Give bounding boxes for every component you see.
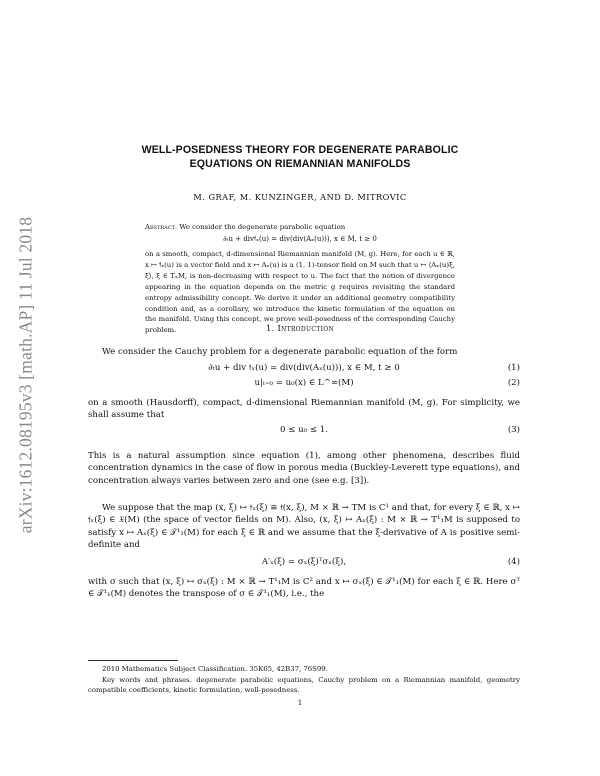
arxiv-id: arXiv:1612.08195v3 [math.AP] 11 Jul 2018 <box>15 216 36 534</box>
authors: M. GRAF, M. KUNZINGER, AND D. MITROVIC <box>193 192 407 202</box>
footnote-rule <box>88 660 178 661</box>
equation-2-number: (2) <box>507 378 520 388</box>
paragraph-5 <box>88 576 520 601</box>
paragraph-3 <box>88 450 520 487</box>
paragraph-2 <box>88 397 520 422</box>
footnote-keywords: Key words and phrases. degenerate parabolic equations, Cauchy problem on a Riemannian manifold, geometry compatible coefficients, kinetic formulation, well-posedness. <box>88 675 520 694</box>
abstract-body-text: on a smooth, compact, d-dimensional Riemannian manifold (M, g). Here, for each u ∈ ℝ, x ↦ 𝔣ₓ(u) is a vector field and x ↦ Aₓ(u) is a (1, 1)-tensor field on M such that u ↦ ⟨Aₓ(u)ξ, ξ⟩, ξ ∈ TₓM, is non-decreasing with respect to u. The fact that the notion of divergence appearing in the equation depends on the metric g requires revisiting the standard entropy admissibility concept. We derive it under an additional geometry compatibility condition and, as a corollary, we introduce the kinetic formulation of the equation on the manifold. Using this concept, we prove well-posedness of the corresponding Cauchy problem. <box>145 250 455 335</box>
equation-4 <box>88 557 520 567</box>
equation-3 <box>88 425 520 435</box>
equation-3-body: 0 ≤ u₀ ≤ 1. <box>280 425 328 435</box>
equation-1-body: ∂ₜu + div 𝔣ₓ(u) = div(div(Aₓ(u))), x ∈ M, t ≥ 0 <box>208 363 400 373</box>
abstract <box>145 222 455 233</box>
paragraph-4-text: We suppose that the map (x, ξ) ↦ 𝔣ₓ(ξ) ≡ 𝔣(x, ξ), M × ℝ → TM is C¹ and that, for every ξ ∈ ℝ, x ↦ 𝔣ₓ(ξ) ∈ 𝔛(M) (the space of vector fields on M). Also, (x, ξ) ↦ Aₓ(ξ) : M × ℝ → T¹₁M is supposed to satisfy x ↦ Aₓ(ξ) ∈ 𝒯¹₁(M) for each ξ ∈ ℝ and we assume that the ξ-derivative of A is positive semi-definite and <box>88 503 520 551</box>
abstract-label: Abstract. <box>145 223 178 231</box>
paragraph-5-text: with σ such that (x, ξ) ↦ σₓ(ξ) : M × ℝ → T¹₁M is C² and x ↦ σₓ(ξ) ∈ 𝒯¹₁(M) for each ξ ∈ ℝ. Here σᵀ ∈ 𝒯¹₁(M) denotes the transpose of σ ∈ 𝒯¹₁(M), i.e., the <box>88 577 520 600</box>
paragraph-3-text: This is a natural assumption since equation (1), among other phenomena, describes fluid concentration dynamics in the case of flow in porous media (Buckley-Leverett type equations), and concentration always varies between zero and one (see e.g. [3]). <box>88 451 520 486</box>
equation-2-body: u|ₜ₌₀ = u₀(x) ∈ L^∞(M) <box>254 378 354 388</box>
paragraph-1-text: We consider the Cauchy problem for a degenerate parabolic equation of the form <box>102 347 458 357</box>
paragraph-4 <box>88 502 520 552</box>
page-number: 1 <box>297 699 303 707</box>
equation-1-number: (1) <box>507 363 520 373</box>
title-line-1: WELL-POSEDNESS THEORY FOR DEGENERATE PARABOLIC <box>141 144 459 156</box>
equation-4-body: A′ₓ(ξ) = σₓ(ξ)ᵀσₓ(ξ), <box>261 557 347 567</box>
section-heading: 1. Introduction <box>265 323 335 333</box>
abstract-equation: ∂ₜu + div𝔣ₓ(u) = div(div(Aₓ(u))), x ∈ M, t ≥ 0 <box>223 235 377 243</box>
equation-1 <box>88 363 520 373</box>
paragraph-2-text: on a smooth (Hausdorff), compact, d-dimensional Riemannian manifold (M, g). For simplicity, we shall assume that <box>88 398 520 421</box>
paragraph-1 <box>88 346 520 358</box>
footnote-msc: 2010 Mathematics Subject Classification. 35K65, 42B37, 76S99. <box>102 665 328 673</box>
title-line-2: EQUATIONS ON RIEMANNIAN MANIFOLDS <box>189 157 411 170</box>
equation-4-number: (4) <box>507 557 520 567</box>
footnotes <box>88 664 520 696</box>
arxiv-stamp <box>6 180 46 570</box>
paper-title <box>60 144 540 171</box>
equation-2 <box>88 378 520 388</box>
abstract-intro: We consider the degenerate parabolic equation <box>179 223 346 231</box>
equation-3-number: (3) <box>507 425 520 435</box>
